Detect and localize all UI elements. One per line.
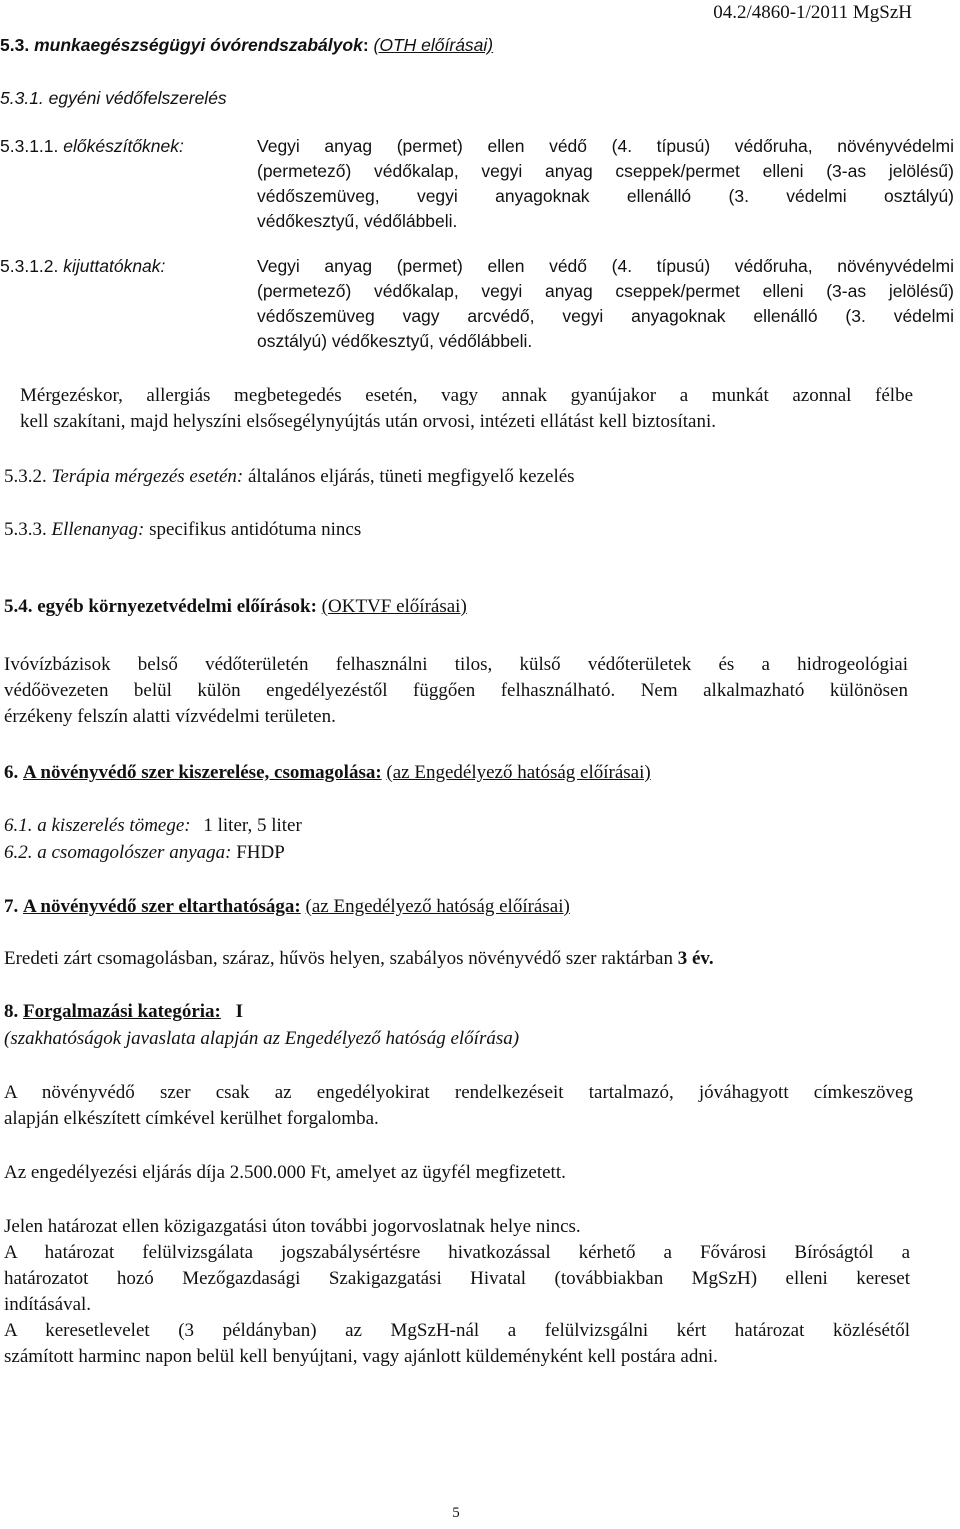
storage-text: Eredeti zárt csomagolásban, száraz, hűvös helyen, szabályos növényvédő szer raktárban [4,948,673,969]
section-8-note: (szakhatóságok javaslata alapján az Engedélyező hatóság előírása) [4,1028,520,1049]
text-line: A növényvédő szer csak az engedélyokirat rendelkezéseit tartalmazó, jóváhagyott címkeszöveg [4,1082,913,1103]
item-value: 1 liter, 5 liter [203,815,302,836]
text-line: osztályú) védőkesztyű, védőlábbeli. [257,331,533,351]
item-number: 5.3.3. [4,519,47,540]
text-line: védőszemüveg, vegyi anyagoknak ellenálló (3. védelmi osztályú) [257,186,954,206]
text-line: Ivóvízbázisok belső védőterületén felhasználni tilos, külső védőterületek és a hidrogeológiai [4,654,908,675]
text-line: számított harminc napon belül kell benyújtani, vagy ajánlott küldeményként kell postára adni. [4,1346,718,1367]
text-line: A határozat felülvizsgálata jogszabálysértésre hivatkozással kérhető a Fővárosi Bíróságtól a [4,1242,910,1263]
item-role: előkészítőknek [63,136,180,156]
section-6-heading [4,760,651,786]
section-5-3-1-2-text [257,254,954,354]
text-line: indításával. [4,1294,92,1315]
text-line: védőövezeten belül külön engedélyezéstől függően felhasználható. Nem alkalmazható különösen [4,680,908,701]
section-5-3-1-1-label: 5.3.1.1. előkészítőknek: [0,136,184,156]
section-5-3-3 [4,517,361,543]
section-title: A növényvédő szer kiszerelése, csomagolása: [23,762,382,783]
section-5-3-heading: 5.3. munkaegészségügyi óvórendszabályok: (OTH előírásai) [0,35,494,55]
label-paragraph [4,1080,913,1132]
section-number: 6. [4,762,19,783]
section-title: Forgalmazási kategória: [23,1001,221,1022]
page-number: 5 [452,1505,460,1521]
poisoning-paragraph [20,383,913,435]
appeal-paragraph [4,1214,910,1370]
section-5-3-1-1-text [257,134,954,234]
section-7-text [4,946,714,972]
section-5-3-1-2-label: 5.3.1.2. kijuttatóknak: [0,256,166,276]
text-line: védőkesztyű, védőlábbeli. [257,211,458,231]
item-label: Ellenanyag: [51,519,145,540]
text-line: (permetező) védőkalap, vegyi anyag cseppek/permet elleni (3-as jelölésű) [257,161,954,181]
section-number: 5.3. [0,35,30,55]
text-line: Mérgezéskor, allergiás megbetegedés esetén, vagy annak gyanújakor a munkát azonnal félbe [20,385,913,406]
text-line: (permetező) védőkalap, vegyi anyag cseppek/permet elleni (3-as jelölésű) [257,281,954,301]
section-source: (OKTVF előírásai) [321,596,467,617]
text-line: védőszemüveg vagy arcvédő, vegyi anyagoknak ellenálló (3. védelmi [257,306,954,326]
text-line: Vegyi anyag (permet) ellen védő (4. típusú) védőruha, növényvédelmi [257,136,954,156]
section-title: egyéb környezetvédelmi előírások [37,596,311,617]
fee-paragraph: Az engedélyezési eljárás díja 2.500.000 Ft, amelyet az ügyfél megfizetett. [4,1162,566,1183]
section-source: (az Engedélyező hatóság előírásai) [386,762,651,783]
section-number: 5.4. [4,596,33,617]
section-5-3-2 [4,464,575,490]
text-line: Vegyi anyag (permet) ellen védő (4. típusú) védőruha, növényvédelmi [257,256,954,276]
item-number: 5.3.2. [4,466,47,487]
item-text: specifikus antidótuma nincs [149,519,362,540]
section-6-2 [4,840,285,866]
item-label: Terápia mérgezés esetén: [51,466,244,487]
section-8-heading [4,999,243,1025]
section-5-4-heading: 5.4. egyéb környezetvédelmi előírások: (OKTVF előírásai) [4,596,467,617]
item-number: 5.3.1.2. [0,256,59,276]
item-label: 6.1. a kiszerelés tömege: [4,815,191,836]
section-title: munkaegészségügyi óvórendszabályok [34,35,363,55]
section-5-4-text [4,652,908,730]
text-line: alapján elkészített címkével kerülhet forgalomba. [4,1108,379,1129]
text-line: határozatot hozó Mezőgazdasági Szakigazgatási Hivatal (továbbiakban MgSzH) elleni kereset [4,1268,910,1289]
section-source: (az Engedélyező hatóság előírásai) [305,896,570,917]
document-reference: 04.2/4860-1/2011 MgSzH [713,2,912,23]
text-line: érzékeny felszín alatti vízvédelmi területen. [4,706,336,727]
section-title: A növényvédő szer eltarthatósága: [23,896,301,917]
text-line: kell szakítani, majd helyszíni elsősegélynyújtás után orvosi, intézeti ellátást kell biztosítani. [20,411,716,432]
text-line: A keresetlevelet (3 példányban) az MgSzH-nál a felülvizsgálni kért határozat közlésétől [4,1320,910,1341]
section-source: (OTH előírásai) [373,35,494,55]
text-line: Jelen határozat ellen közigazgatási úton további jogorvoslatnak helye nincs. [4,1216,581,1237]
item-text: általános eljárás, tüneti megfigyelő kezelés [247,466,575,487]
section-6-1 [4,813,302,839]
item-number: 5.3.1.1. [0,136,59,156]
item-value: FHDP [236,842,285,863]
item-label: 6.2. a csomagolószer anyaga: [4,842,232,863]
section-number: 7. [4,896,19,917]
shelf-life-value: 3 év. [677,948,714,969]
item-role: kijuttatóknak [63,256,161,276]
category-value: I [235,1001,244,1022]
section-7-heading [4,894,570,920]
section-5-3-1-heading: 5.3.1. egyéni védőfelszerelés [0,88,227,108]
section-number: 8. [4,1001,19,1022]
